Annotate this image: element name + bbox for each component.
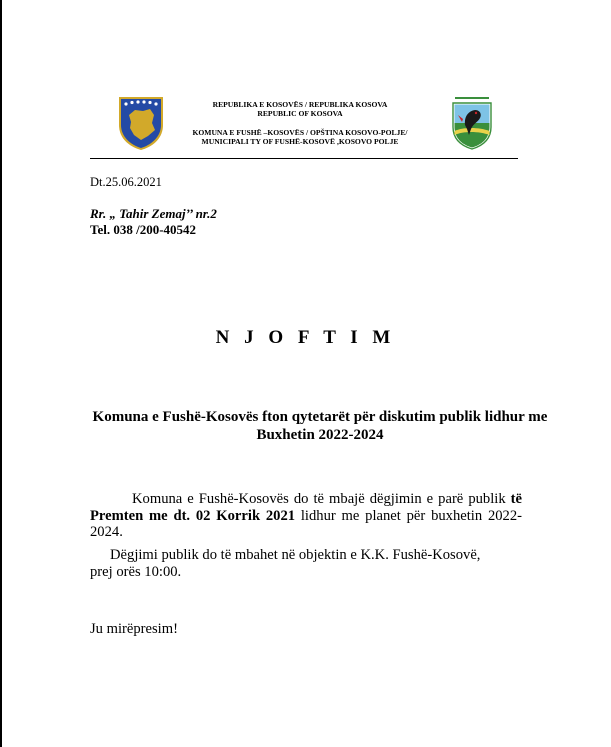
notice-subtitle xyxy=(70,408,570,444)
kosovo-coat-of-arms-icon xyxy=(117,95,165,151)
body-paragraph-1 xyxy=(90,491,522,541)
body-paragraph-2 xyxy=(90,547,522,580)
fushe-kosove-municipal-logo-icon xyxy=(449,95,495,151)
header-municipality-line: KOMUNA E FUSHË –KOSOVËS / OPŠTINA KOSOVO-POLJE/ xyxy=(192,128,408,137)
notice-title: N J O F T I M xyxy=(215,327,396,348)
header-divider xyxy=(90,158,518,159)
p1-text-end: lidhur me planet për buxhetin 2022-2024. xyxy=(90,507,522,540)
p1-text-start: Komuna e Fushë-Kosovës do të mbajë dëgjimin e parë publik xyxy=(132,491,511,507)
p1-date-highlight: të Premten me dt. 02 Korrik 2021 xyxy=(90,491,522,524)
phone-number: Tel. 038 /200-40542 xyxy=(90,222,197,237)
header-municipality-en-line: MUNICIPALI TY OF FUSHË-KOSOVË ,KOSOVO POLJE xyxy=(201,137,399,146)
page-edge-line xyxy=(0,0,2,747)
p2-line-1: Dëgjimi publik do të mbahet në objektin e K.K. Fushë-Kosovë, xyxy=(110,547,481,563)
subtitle-line-1: Komuna e Fushë-Kosovës fton qytetarët për diskutim publik lidhur me xyxy=(92,409,548,425)
reference-number: Rr. „ Tahir Zemaj’’ nr.2 xyxy=(90,206,217,221)
closing-line: Ju mirëpresim! xyxy=(90,621,178,637)
document-date: Dt.25.06.2021 xyxy=(90,175,162,189)
subtitle-line-2: Buxhetin 2022-2024 xyxy=(256,427,384,443)
header-republic-en-line: REPUBLIC OF KOSOVA xyxy=(257,109,343,118)
p2-line-2: prej orës 10:00. xyxy=(90,563,182,580)
header-republic-line: REPUBLIKA E KOSOVËS / REPUBLIKA KOSOVA xyxy=(212,100,388,109)
